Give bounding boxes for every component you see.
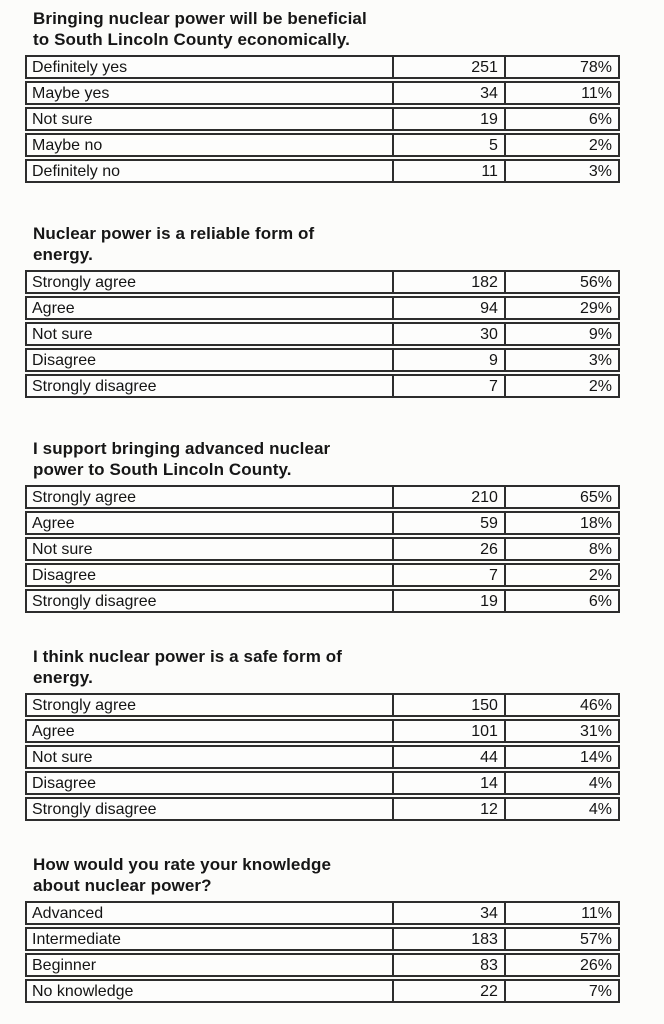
response-count: 183 <box>392 929 504 949</box>
response-count: 5 <box>392 135 504 155</box>
table-row <box>25 55 620 79</box>
response-count: 83 <box>392 955 504 975</box>
response-percent: 3% <box>504 350 618 370</box>
question-title-line1: Bringing nuclear power will be beneficial <box>33 9 367 28</box>
response-count: 11 <box>392 161 504 181</box>
table-row <box>25 771 620 795</box>
table-row <box>25 133 620 157</box>
table-row <box>25 589 620 613</box>
table-row <box>25 107 620 131</box>
survey-section-support-nuclear <box>25 438 664 613</box>
answer-label: Maybe no <box>32 136 103 154</box>
response-percent: 6% <box>504 109 618 129</box>
table-row <box>25 563 620 587</box>
answer-label: Disagree <box>32 774 97 792</box>
response-percent: 7% <box>504 981 618 1001</box>
answer-label: Intermediate <box>32 930 121 948</box>
answer-label: Disagree <box>32 566 97 584</box>
answer-label: Not sure <box>32 540 93 558</box>
answer-label: Disagree <box>32 351 97 369</box>
survey-section-economic-benefit <box>25 8 664 183</box>
response-percent: 78% <box>504 57 618 77</box>
response-percent: 8% <box>504 539 618 559</box>
answer-label: Beginner <box>32 956 97 974</box>
question-title <box>25 646 664 688</box>
table-row <box>25 511 620 535</box>
answer-label: Definitely no <box>32 162 121 180</box>
table-row <box>25 485 620 509</box>
question-title-line2: energy. <box>33 245 93 264</box>
answer-label: Not sure <box>32 325 93 343</box>
table-row <box>25 374 620 398</box>
answer-label: Strongly disagree <box>32 592 157 610</box>
answer-label: Agree <box>32 299 75 317</box>
response-count: 44 <box>392 747 504 767</box>
response-count: 26 <box>392 539 504 559</box>
answer-label: Not sure <box>32 110 93 128</box>
response-percent: 11% <box>504 903 618 923</box>
question-title-line2: power to South Lincoln County. <box>33 460 292 479</box>
results-table <box>25 901 620 1003</box>
response-count: 19 <box>392 591 504 611</box>
table-row <box>25 322 620 346</box>
response-count: 7 <box>392 565 504 585</box>
table-row <box>25 719 620 743</box>
question-title-line1: Nuclear power is a reliable form of <box>33 224 315 243</box>
response-percent: 31% <box>504 721 618 741</box>
answer-label: Definitely yes <box>32 58 128 76</box>
response-count: 210 <box>392 487 504 507</box>
table-row <box>25 979 620 1003</box>
answer-label: Not sure <box>32 748 93 766</box>
question-title-line2: to South Lincoln County economically. <box>33 30 350 49</box>
table-row <box>25 797 620 821</box>
table-row <box>25 159 620 183</box>
table-row <box>25 693 620 717</box>
results-table <box>25 55 620 183</box>
response-percent: 2% <box>504 376 618 396</box>
response-percent: 9% <box>504 324 618 344</box>
response-percent: 11% <box>504 83 618 103</box>
response-percent: 14% <box>504 747 618 767</box>
response-percent: 65% <box>504 487 618 507</box>
answer-label: Strongly disagree <box>32 377 157 395</box>
answer-label: Agree <box>32 722 75 740</box>
answer-label: Strongly disagree <box>32 800 157 818</box>
response-count: 9 <box>392 350 504 370</box>
answer-label: Advanced <box>32 904 104 922</box>
response-count: 14 <box>392 773 504 793</box>
survey-section-safe-energy <box>25 646 664 821</box>
question-title <box>25 438 664 480</box>
table-row <box>25 901 620 925</box>
response-percent: 6% <box>504 591 618 611</box>
response-percent: 57% <box>504 929 618 949</box>
table-row <box>25 348 620 372</box>
question-title <box>25 223 664 265</box>
results-table <box>25 270 620 398</box>
answer-label: Maybe yes <box>32 84 110 102</box>
question-title-line1: How would you rate your knowledge <box>33 855 331 874</box>
table-row <box>25 270 620 294</box>
response-percent: 29% <box>504 298 618 318</box>
response-count: 150 <box>392 695 504 715</box>
response-percent: 2% <box>504 135 618 155</box>
response-count: 12 <box>392 799 504 819</box>
response-count: 19 <box>392 109 504 129</box>
response-percent: 4% <box>504 799 618 819</box>
answer-label: Agree <box>32 514 75 532</box>
response-percent: 56% <box>504 272 618 292</box>
answer-label: Strongly agree <box>32 696 137 714</box>
response-percent: 4% <box>504 773 618 793</box>
survey-section-knowledge-rating <box>25 854 664 1003</box>
question-title <box>25 8 664 50</box>
response-count: 30 <box>392 324 504 344</box>
response-percent: 26% <box>504 955 618 975</box>
table-row <box>25 81 620 105</box>
table-row <box>25 296 620 320</box>
response-count: 22 <box>392 981 504 1001</box>
table-row <box>25 953 620 977</box>
answer-label: Strongly agree <box>32 273 137 291</box>
table-row <box>25 745 620 769</box>
response-count: 34 <box>392 83 504 103</box>
answer-label: Strongly agree <box>32 488 137 506</box>
response-percent: 46% <box>504 695 618 715</box>
response-count: 7 <box>392 376 504 396</box>
table-row <box>25 537 620 561</box>
results-table <box>25 485 620 613</box>
question-title <box>25 854 664 896</box>
response-count: 182 <box>392 272 504 292</box>
question-title-line1: I support bringing advanced nuclear <box>33 439 331 458</box>
table-row <box>25 927 620 951</box>
response-count: 59 <box>392 513 504 533</box>
survey-section-reliable-energy <box>25 223 664 398</box>
response-count: 101 <box>392 721 504 741</box>
results-table <box>25 693 620 821</box>
question-title-line2: energy. <box>33 668 93 687</box>
response-percent: 2% <box>504 565 618 585</box>
response-percent: 3% <box>504 161 618 181</box>
response-count: 34 <box>392 903 504 923</box>
response-count: 251 <box>392 57 504 77</box>
response-count: 94 <box>392 298 504 318</box>
answer-label: No knowledge <box>32 982 134 1000</box>
question-title-line2: about nuclear power? <box>33 876 212 895</box>
response-percent: 18% <box>504 513 618 533</box>
question-title-line1: I think nuclear power is a safe form of <box>33 647 343 666</box>
